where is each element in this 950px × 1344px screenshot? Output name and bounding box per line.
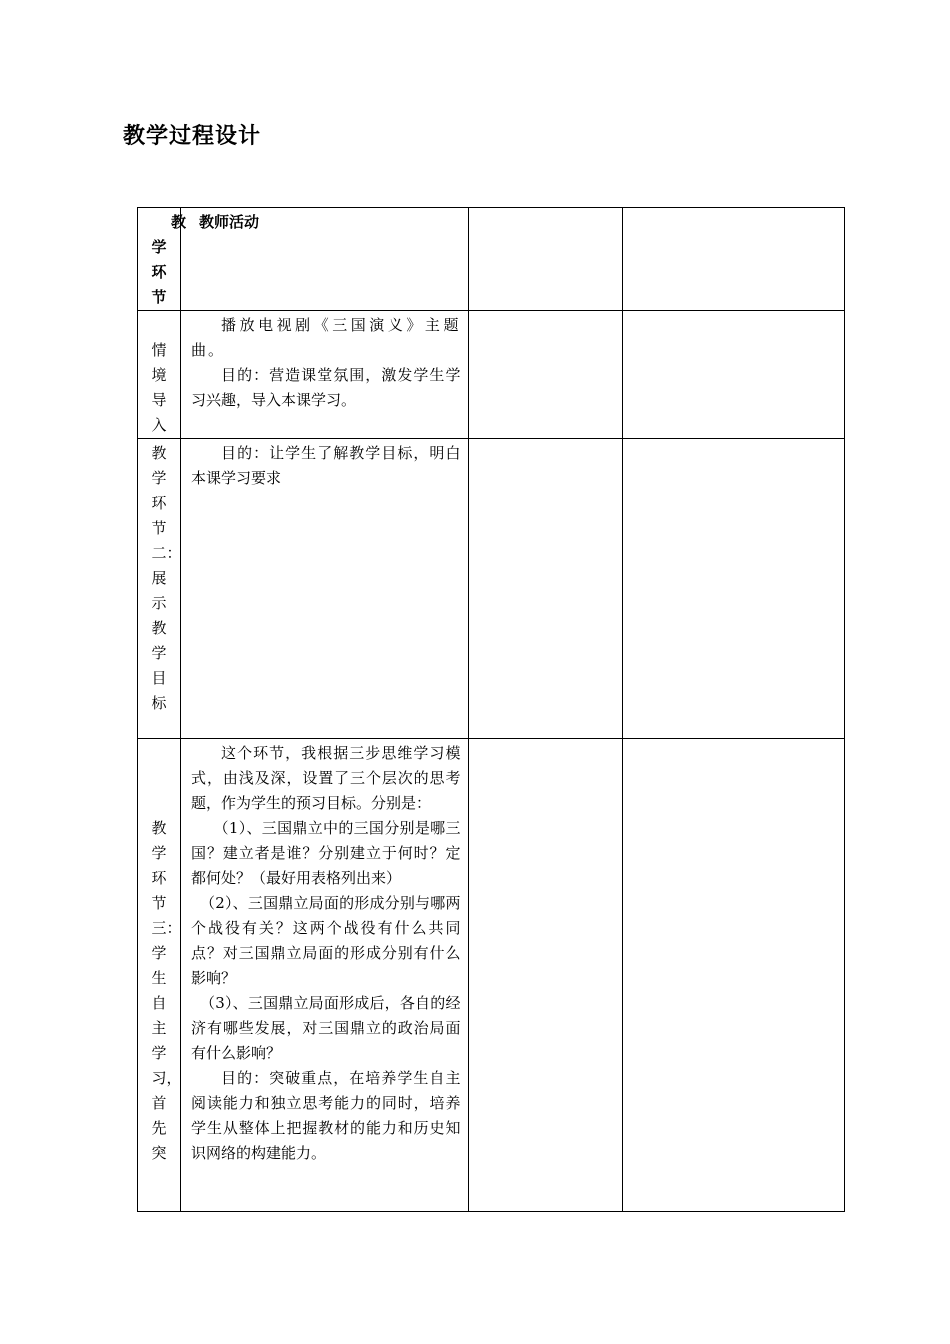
activity-paragraph: 目的：营造课堂氛围，激发学生学习兴趣，导入本课学习。 bbox=[191, 366, 461, 409]
activity-paragraph: （1）、三国鼎立中的三国分别是哪三国？建立者是谁？分别建立于何时？定都何处？（最好用表格列出来） bbox=[191, 819, 461, 887]
header-col4-cell bbox=[622, 208, 844, 311]
activity-paragraph: 这个环节，我根据三步思维学习模式，由浅及深，设置了三个层次的思考题，作为学生的预习目标。分别是： bbox=[191, 744, 461, 812]
stage-cell bbox=[138, 739, 181, 1212]
header-teacher-cell bbox=[181, 208, 469, 311]
empty-cell bbox=[622, 439, 844, 739]
teacher-activity-cell bbox=[181, 439, 469, 739]
table-header-row bbox=[138, 208, 845, 311]
table-row bbox=[138, 739, 845, 1212]
empty-cell bbox=[469, 739, 622, 1212]
teacher-activity-cell bbox=[181, 739, 469, 1212]
teacher-activity-cell bbox=[181, 311, 469, 439]
table-row bbox=[138, 311, 845, 439]
stage-label: 情境导入 bbox=[151, 341, 167, 434]
empty-cell bbox=[622, 739, 844, 1212]
header-stage-label: 学环节 bbox=[151, 238, 167, 306]
activity-paragraph: （3）、三国鼎立局面形成后，各自的经济有哪些发展，对三国鼎立的政治局面有什么影响？ bbox=[191, 994, 461, 1062]
stage-cell bbox=[138, 439, 181, 739]
stage-label: 教学环节二：展示教学目标 bbox=[151, 444, 182, 712]
empty-cell bbox=[469, 439, 622, 739]
page-title: 教学过程设计 bbox=[123, 124, 262, 149]
activity-paragraph: （2）、三国鼎立局面的形成分别与哪两个战役有关？这两个战役有什么共同点？对三国鼎立局面的形成分别有什么影响？ bbox=[191, 894, 461, 987]
header-stage-first-char: 教 bbox=[171, 213, 187, 231]
header-col3-cell bbox=[469, 208, 622, 311]
header-teacher-label: 教师活动 bbox=[199, 213, 260, 231]
stage-cell bbox=[138, 311, 181, 439]
stage-label: 教学环节三：学生自主学习，首先突 bbox=[151, 819, 182, 1162]
table-row bbox=[138, 439, 845, 739]
activity-paragraph: 播放电视剧《三国演义》主题曲。 bbox=[191, 316, 461, 359]
activity-paragraph: 目的：让学生了解教学目标，明白本课学习要求 bbox=[191, 444, 461, 487]
empty-cell bbox=[469, 311, 622, 439]
header-stage-cell bbox=[138, 208, 187, 311]
empty-cell bbox=[622, 311, 844, 439]
activity-paragraph: 目的：突破重点，在培养学生自主阅读能力和独立思考能力的同时，培养学生从整体上把握教材的能力和历史知识网络的构建能力。 bbox=[191, 1069, 461, 1162]
teaching-process-table bbox=[137, 207, 845, 1212]
